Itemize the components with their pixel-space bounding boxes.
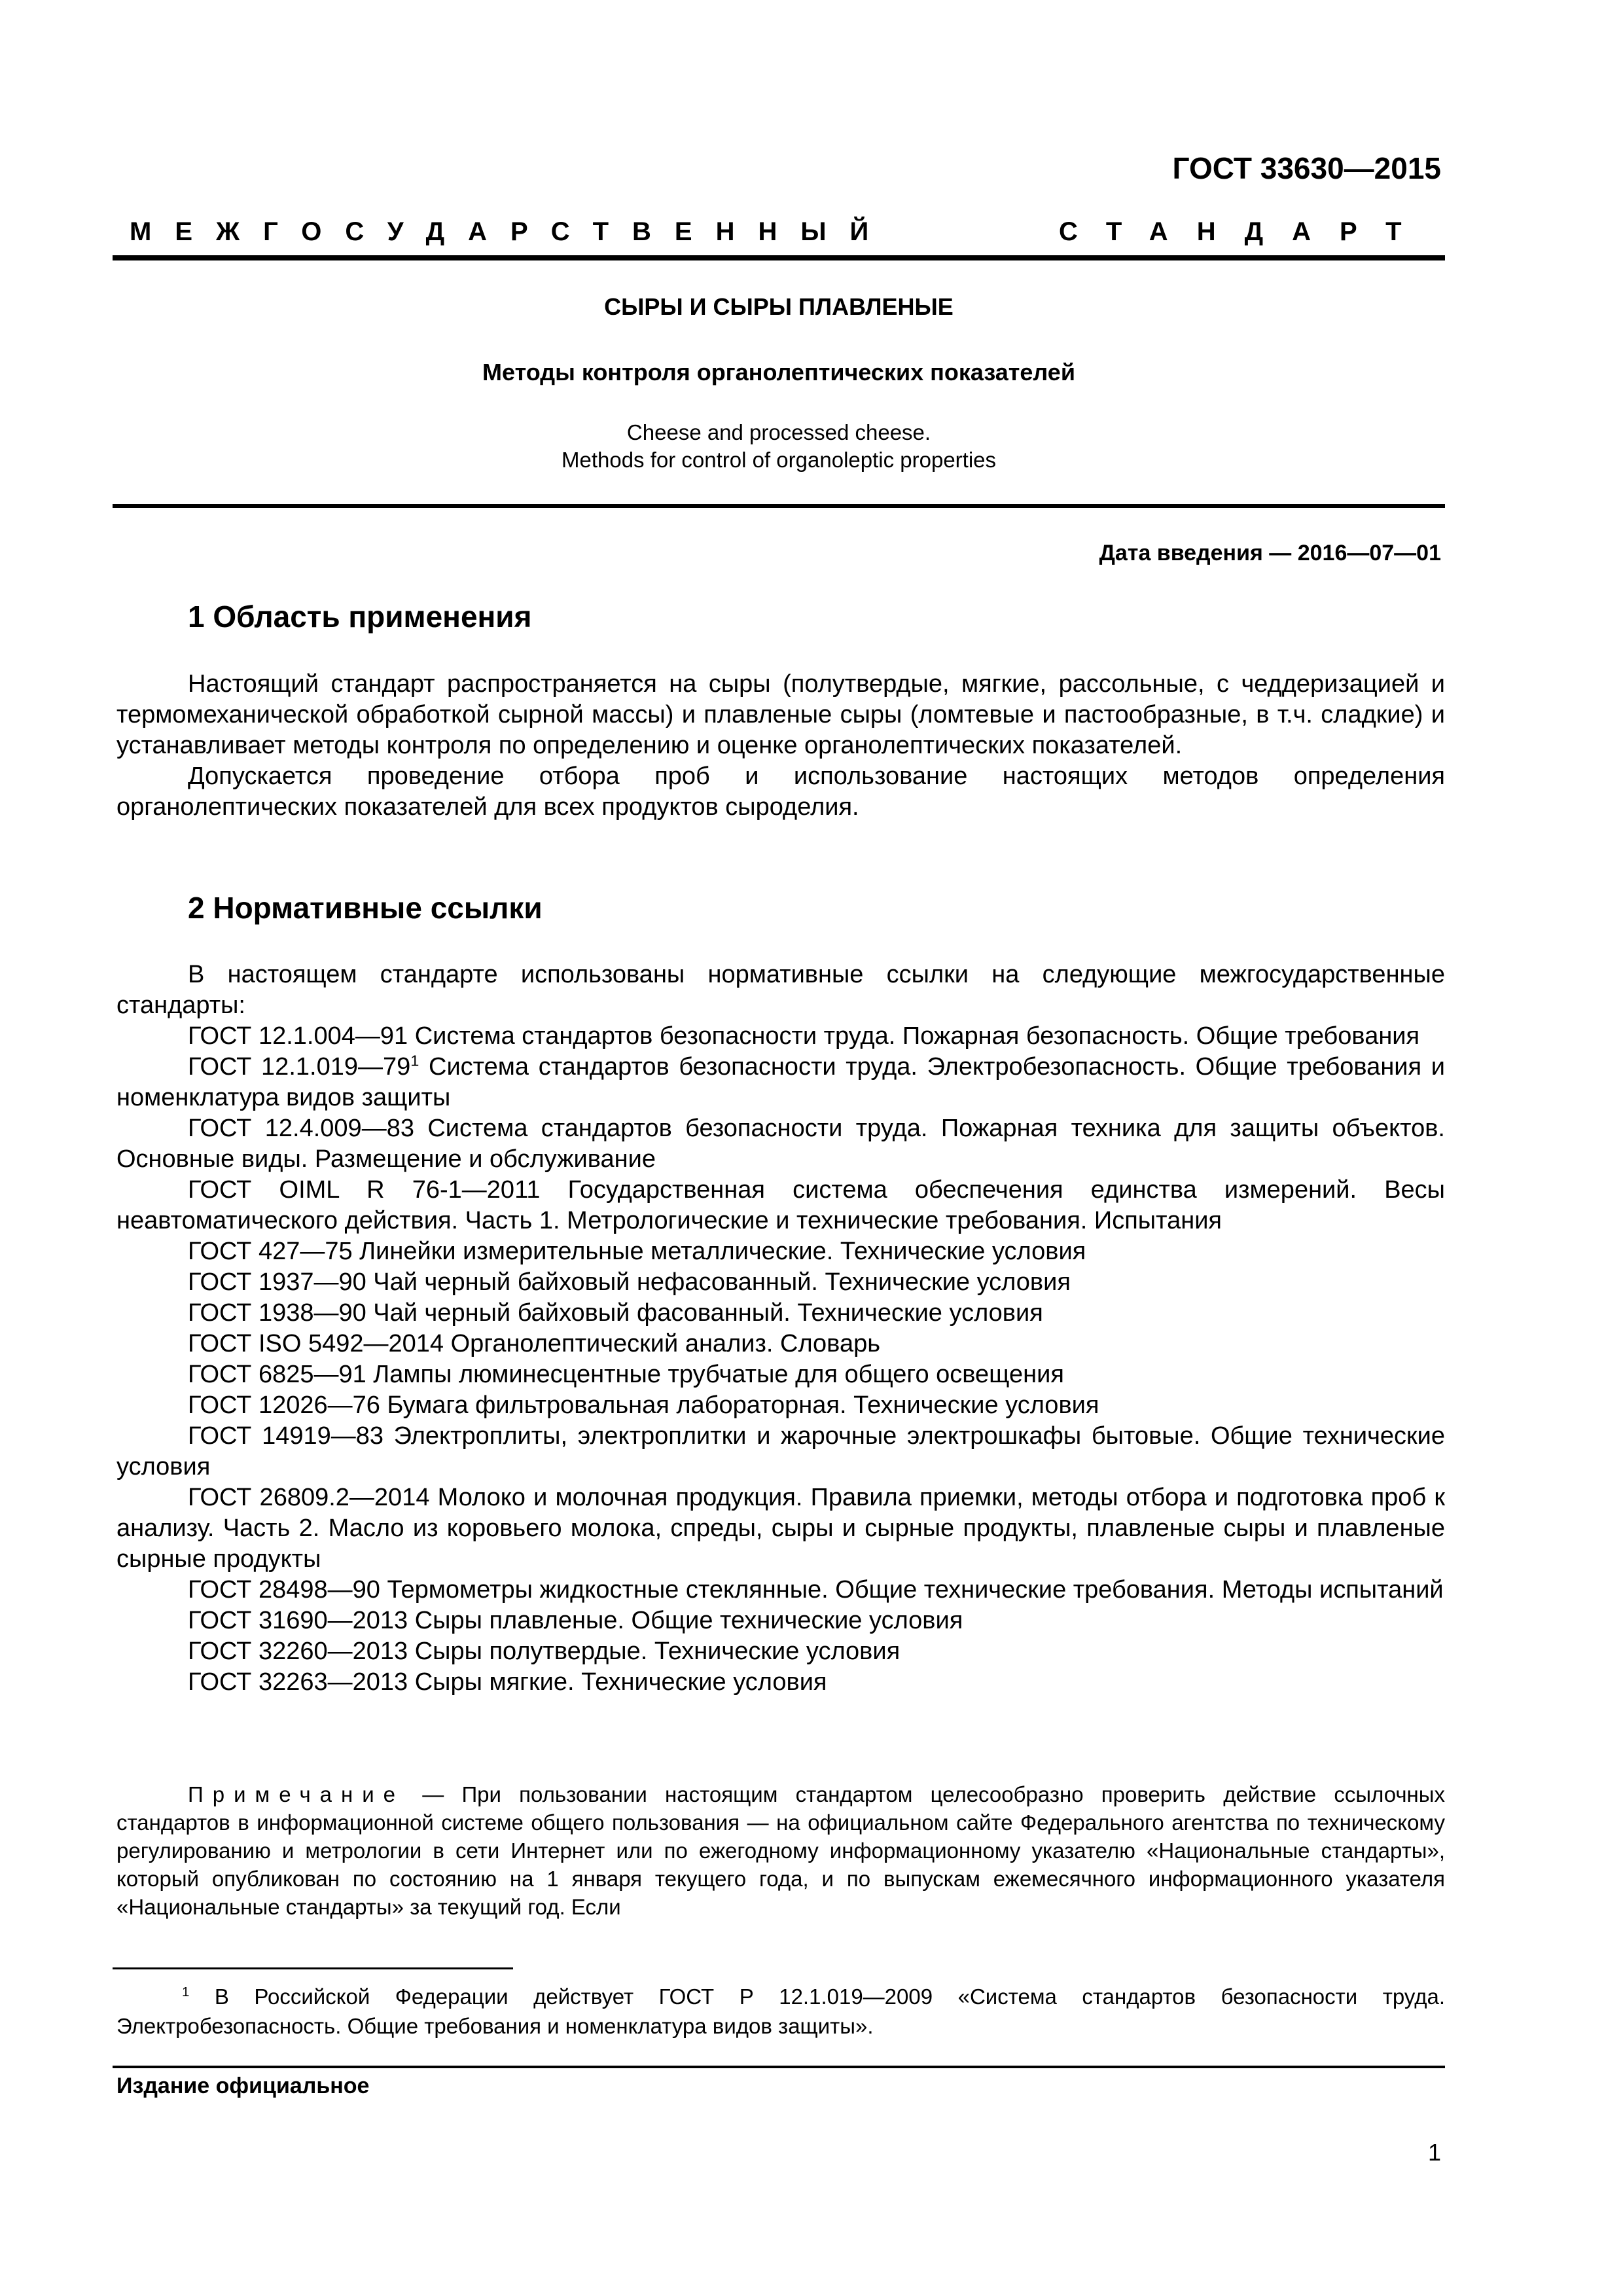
section-1-paragraph: Допускается проведение отбора проб и использование настоящих методов определения органолептических показателей для всех продуктов сыроделия. xyxy=(116,762,1445,821)
reference-code: ГОСТ 12.1.019—79 xyxy=(188,1053,411,1081)
reference-item: ГОСТ ISO 5492—2014 Органолептический анализ. Словарь xyxy=(188,1330,881,1357)
reference-item: ГОСТ 1938—90 Чай черный байховый фасованный. Технические условия xyxy=(188,1299,1043,1327)
standard-type-heading xyxy=(130,217,1438,247)
edition-label: Издание официальное xyxy=(116,2073,370,2098)
section-1-heading: 1 Область применения xyxy=(188,600,532,634)
english-title-line2: Methods for control of organoleptic properties xyxy=(561,448,997,472)
reference-item: ГОСТ 14919—83 Электроплиты, электроплитки и жарочные электрошкафы бытовые. Общие технические условия xyxy=(116,1422,1445,1480)
footnote-number: 1 xyxy=(182,1984,190,2000)
footnote xyxy=(116,1982,1445,2041)
reference-item: ГОСТ OIML R 76-1—2011 Государственная система обеспечения единства измерений. Весы неавтоматического действия. Часть 1. Метрологические и технические требования. Испытания xyxy=(116,1176,1445,1234)
footnote-marker: 1 xyxy=(410,1052,419,1069)
reference-title: Система стандартов безопасности труда. Электробезопасность. Общие требования и номенклатура видов защиты xyxy=(116,1053,1445,1111)
note-text: — При пользовании настоящим стандартом целесообразно проверить действие ссылочных стандартов в информационной системе общего пользования — на официальном сайте Федерального агентства по техническому регулированию и метрологии в сети Интернет или по ежегодному информационному указателю «Национальные стандарты», который опубликован по состоянию на 1 января текущего года, и по выпускам ежемесячного информационного указателя «Национальные стандарты» за текущий год. Если xyxy=(116,1782,1445,1919)
section-1-paragraph: Настоящий стандарт распространяется на сыры (полутвердые, мягкие, рассольные, с чеддеризацией и термомеханической обработкой сырной массы) и плавленые сыры (ломтевые и пастообразные, в т.ч. сладкие) и устанавливает методы контроля по определению и оценке органолептических показателей. xyxy=(116,670,1445,759)
english-title xyxy=(113,419,1445,474)
reference-item: ГОСТ 6825—91 Лампы люминесцентные трубчатые для общего освещения xyxy=(188,1361,1064,1388)
reference-item: ГОСТ 12.4.009—83 Система стандартов безопасности труда. Пожарная техника для защиты объектов. Основные виды. Размещение и обслуживание xyxy=(116,1115,1445,1173)
reference-item: ГОСТ 28498—90 Термометры жидкостные стеклянные. Общие технические требования. Методы испытаний xyxy=(188,1576,1444,1604)
reference-item: ГОСТ 26809.2—2014 Молоко и молочная продукция. Правила приемки, методы отбора и подготовка проб к анализу. Часть 2. Масло из коровьего молока, спреды, сыры и сырные продукты, плавленые сыры и плавленые сырные продукты xyxy=(116,1484,1445,1573)
page-number: 1 xyxy=(1427,2139,1441,2166)
reference-item xyxy=(116,1052,1445,1113)
reference-item: ГОСТ 31690—2013 Сыры плавленые. Общие технические условия xyxy=(188,1607,963,1634)
reference-item: ГОСТ 12026—76 Бумага фильтровальная лабораторная. Технические условия xyxy=(188,1391,1099,1419)
references-note xyxy=(116,1780,1445,1921)
section-1-body xyxy=(116,669,1445,823)
footnote-text: В Российской Федерации действует ГОСТ Р 12.1.019—2009 «Система стандартов безопасности труда. Электробезопасность. Общие требования и номенклатура видов защиты». xyxy=(116,1984,1445,2038)
reference-item: ГОСТ 427—75 Линейки измерительные металлические. Технические условия xyxy=(188,1238,1086,1265)
standard-type-word1: МЕЖГОСУДАРСТВЕННЫЙ xyxy=(130,217,893,246)
english-title-line1: Cheese and processed cheese. xyxy=(626,420,931,444)
top-rule xyxy=(113,255,1445,260)
footnote-separator xyxy=(113,1967,513,1969)
document-subtitle: Методы контроля органолептических показателей xyxy=(482,359,1075,386)
references-intro: В настоящем стандарте использованы нормативные ссылки на следующие межгосударственные стандарты: xyxy=(116,961,1445,1019)
reference-item: ГОСТ 32263—2013 Сыры мягкие. Технические условия xyxy=(188,1668,827,1696)
reference-item: ГОСТ 32260—2013 Сыры полутвердые. Технические условия xyxy=(188,1638,901,1665)
section-2-heading: 2 Нормативные ссылки xyxy=(188,891,543,925)
reference-item: ГОСТ 12.1.004—91 Система стандартов безопасности труда. Пожарная безопасность. Общие требования xyxy=(188,1022,1420,1050)
document-title: СЫРЫ И СЫРЫ ПЛАВЛЕНЫЕ xyxy=(604,293,954,320)
bottom-rule xyxy=(113,2066,1445,2068)
title-rule xyxy=(113,504,1445,508)
reference-item: ГОСТ 1937—90 Чай черный байховый нефасованный. Технические условия xyxy=(188,1268,1071,1296)
note-label: Примечание xyxy=(188,1782,405,1806)
gost-number: ГОСТ 33630—2015 xyxy=(1172,151,1441,185)
standard-type-word2: СТАНДАРТ xyxy=(1059,217,1431,246)
normative-references xyxy=(116,960,1445,1698)
introduction-date: Дата введения — 2016—07—01 xyxy=(1099,541,1441,565)
